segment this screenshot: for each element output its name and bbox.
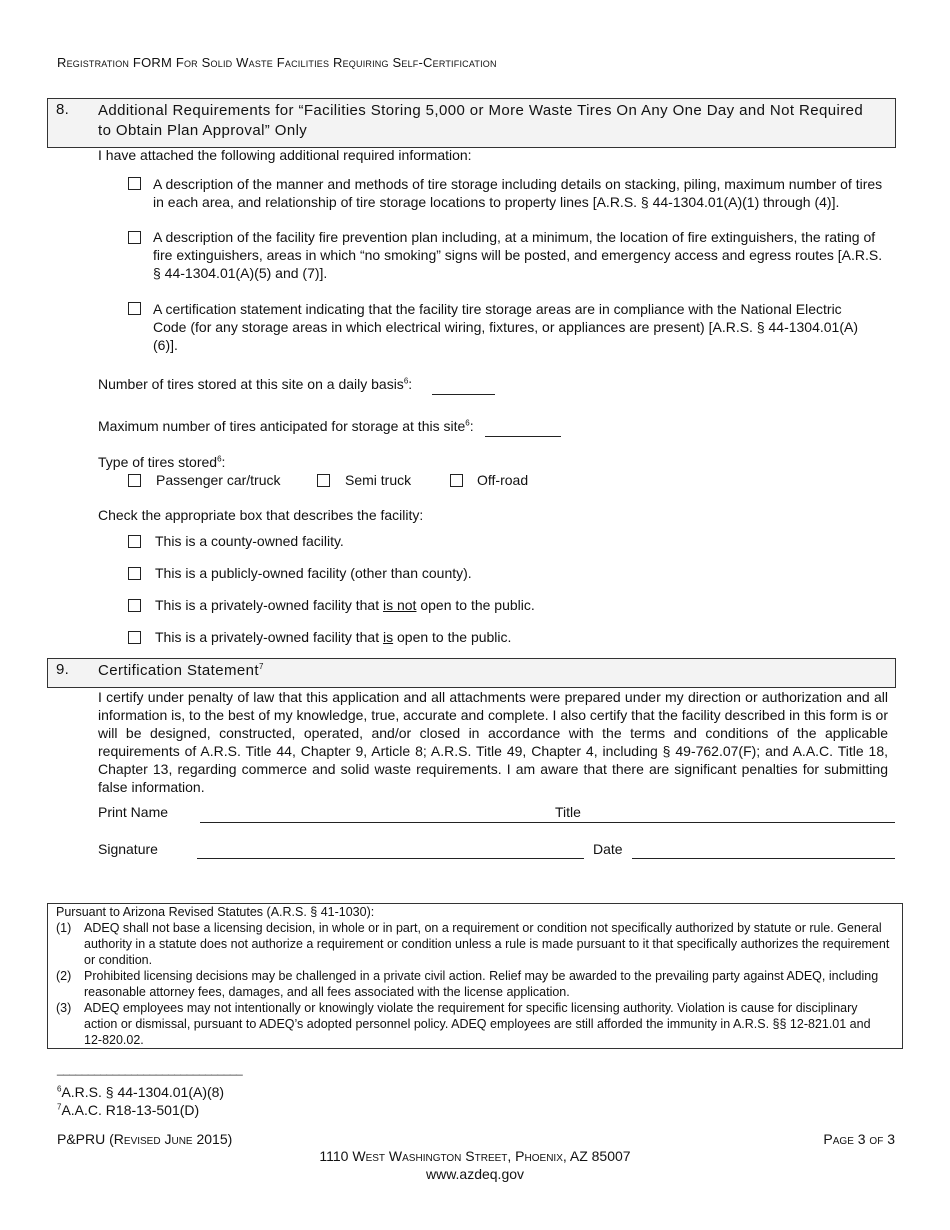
footnote-6-ref: 6 — [217, 454, 222, 464]
date-label: Date — [593, 841, 623, 857]
title-label: Title — [555, 804, 581, 820]
facility-private-open-label: This is a privately-owned facility that is open to the public. — [155, 629, 512, 645]
attachment-item-2: A description of the facility fire prevention plan including, at a minimum, the location of fire extinguishers, the rating of fire extinguishers, areas in which “no smoking” signs will be posted, and emergency access and egress routes [A.R.S. § 44-1304.01(A)(5) and (7)]. — [153, 229, 883, 281]
facility-public-checkbox[interactable] — [128, 567, 141, 580]
date-field[interactable] — [632, 858, 895, 859]
facility-county-label: This is a county-owned facility. — [155, 533, 344, 549]
certification-statement: I certify under penalty of law that this application and all attachments were prepared under my direction or authorization and all information is, to the best of my knowledge, true, accurate and complete. I also certify that the facility described in this form is or will be designed, constructed, operated, and/or closed in accordance with the terms and conditions of the applicable requirements of A.R.S. Title 44, Chapter 9, Article 8; A.R.S. Title 49, Chapter 4, including § 49-762.07(F); and A.A.C. Title 18, Chapter 13, regarding commerce and solid waste requirements. I am aware that there are significant penalties for submitting false information. — [98, 689, 888, 795]
section-8-intro: I have attached the following additional required information: — [98, 147, 472, 163]
attachment-item-1: A description of the manner and methods of tire storage including details on stacking, piling, maximum number of tires in each area, and relationship of tire storage locations to property lines [A.R.S. § 44-1304.01(A)(1) through (4)]. — [153, 176, 883, 210]
notes-intro: Pursuant to Arizona Revised Statutes (A.R.S. § 41-1030): — [56, 905, 375, 919]
tire-type-offroad-label: Off-road — [477, 472, 529, 488]
note-index-3: (3) — [56, 1001, 72, 1015]
section-8-number: 8. — [56, 101, 70, 118]
section-9-header — [47, 658, 896, 688]
footnote-rule: ______________________________ — [57, 1062, 243, 1076]
facility-public-label: This is a publicly-owned facility (other than county). — [155, 565, 472, 581]
signature-label: Signature — [98, 841, 158, 857]
statute-notes-box — [47, 903, 903, 1049]
attachment-checkbox-2[interactable] — [128, 231, 141, 244]
signature-field[interactable] — [197, 858, 584, 859]
agency-address: 1110 West Washington Street, Phoenix, AZ 85007 — [319, 1148, 631, 1164]
facility-private-closed-checkbox[interactable] — [128, 599, 141, 612]
footnote-6-ref: 6 — [465, 418, 470, 428]
tire-type-offroad-checkbox[interactable] — [450, 474, 463, 487]
footnote-7-ref: 7 — [258, 662, 264, 671]
note-index-1: (1) — [56, 921, 72, 935]
tire-type-semi-label: Semi truck — [345, 472, 412, 488]
footnote-7: $^7$A.A.C. R18-13-501(D) — [57, 1102, 200, 1118]
max-tires-field[interactable] — [485, 436, 561, 437]
facility-private-open-checkbox[interactable] — [128, 631, 141, 644]
form-id: P&PRU (Revised June 2015) — [57, 1131, 233, 1147]
note-index-2: (2) — [56, 969, 72, 983]
tire-type-label: Type of tires stored$^6$: — [98, 454, 226, 470]
section-8-header — [47, 98, 896, 148]
facility-county-checkbox[interactable] — [128, 535, 141, 548]
footnote-6: $^6$A.R.S. § 44-1304.01(A)(8) — [57, 1084, 225, 1100]
section-9-title: Certification Statement$^7$ — [98, 662, 264, 679]
note-text-2: Prohibited licensing decisions may be challenged in a private civil action. Relief may be awarded to the prevailing party against ADEQ, including reasonable attorney fees, damages, and all fees associated with the license application. — [84, 969, 879, 999]
daily-tires-label: Number of tires stored at this site on a daily basis$^6$: — [98, 376, 413, 392]
tire-type-semi-checkbox[interactable] — [317, 474, 330, 487]
attachment-checkbox-3[interactable] — [128, 302, 141, 315]
form-header-title: Registration FORM For Solid Waste Facilities Requiring Self-Certification — [57, 55, 497, 70]
attachment-item-3: A certification statement indicating that the facility tire storage areas are in compliance with the National Electric Code (for any storage areas in which electrical wiring, fixtures, or appliances are present) [A.R.S. § 44-1304.01(A)(6)]. — [153, 301, 859, 353]
footnote-6-ref: 6 — [403, 376, 409, 386]
print-name-field[interactable] — [200, 822, 895, 823]
section-9-number: 9. — [56, 661, 70, 678]
note-text-1: ADEQ shall not base a licensing decision, in whole or in part, on a requirement or condition not specifically authorized by statute or rule. General authority in a statute does not authorize a requirement or condition unless a rule is made pursuant to it that specifically authorizes the requirement or condition. — [84, 921, 890, 967]
facility-type-label: Check the appropriate box that describes the facility: — [98, 507, 424, 523]
max-tires-label: Maximum number of tires anticipated for storage at this site$^6$: — [98, 418, 474, 434]
tire-type-passenger-label: Passenger car/truck — [156, 472, 281, 488]
print-name-label: Print Name — [98, 804, 169, 820]
page-number: Page 3 of 3 — [823, 1131, 895, 1147]
agency-website: www.azdeq.gov — [425, 1166, 525, 1182]
tire-type-passenger-checkbox[interactable] — [128, 474, 141, 487]
attachment-checkbox-1[interactable] — [128, 177, 141, 190]
daily-tires-field[interactable] — [432, 394, 495, 395]
section-8-title: Additional Requirements for “Facilities Storing 5,000 or More Waste Tires On Any One Day and Not Required to Obtain Plan Approval” Only — [98, 102, 864, 139]
facility-private-closed-label: This is a privately-owned facility that is not open to the public. — [155, 597, 535, 613]
note-text-3: ADEQ employees may not intentionally or knowingly violate the requirement for specific licensing authority. Violation is cause for disciplinary action or dismissal, pursuant to ADEQ’s adopted personnel policy. ADEQ employees are still afforded the immunity in A.R.S. §§ 12-821.01 and 12-820.02. — [84, 1001, 871, 1047]
